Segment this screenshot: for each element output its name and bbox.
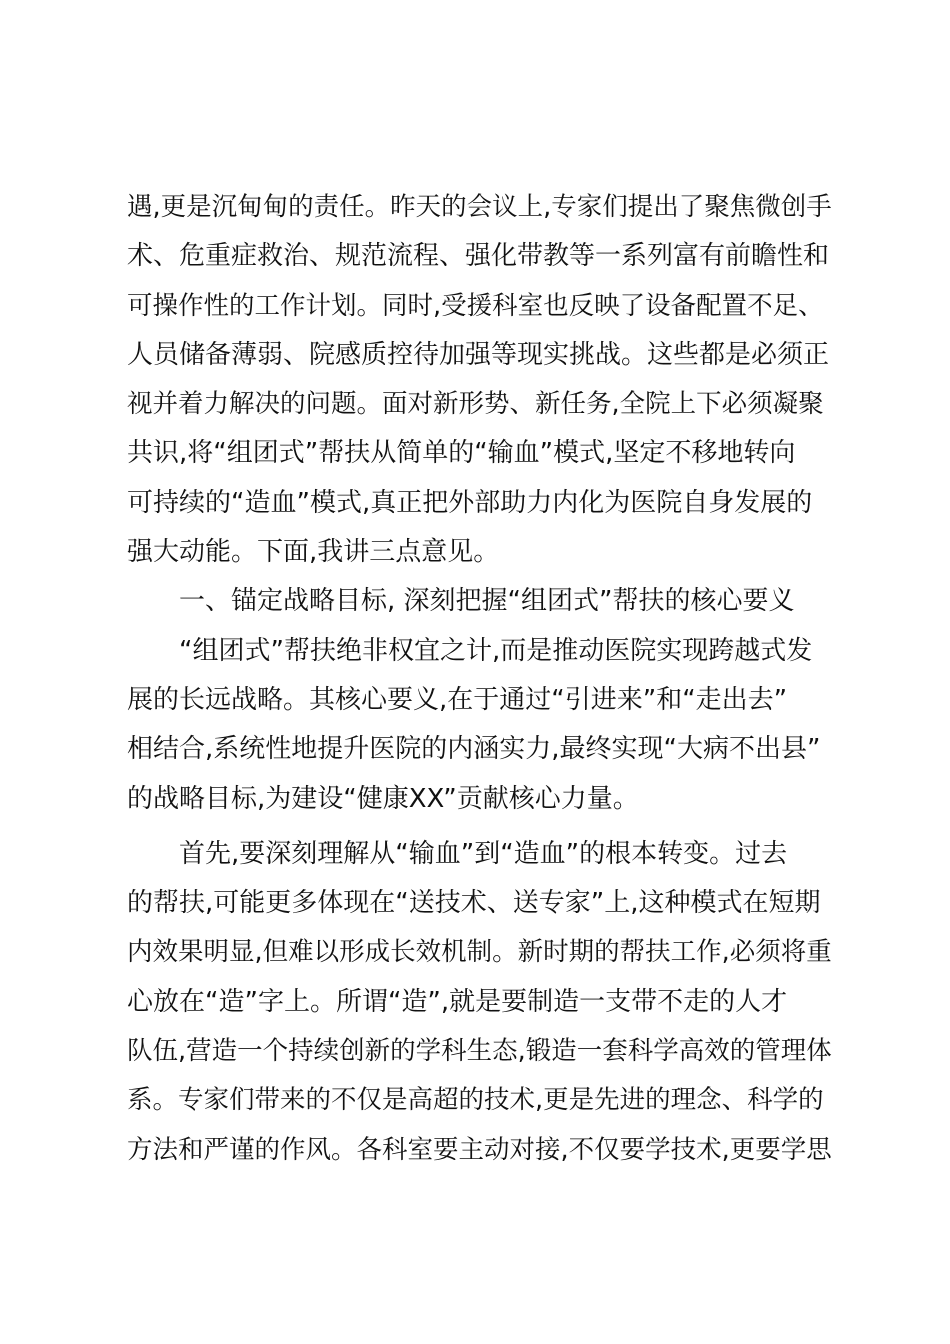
- text-line: 的战略目标,为建设“健康XX”贡献核心力量。: [127, 783, 639, 814]
- text-line: 共识,将“组团式”帮扶从简单的“输血”模式,坚定不移地转向: [127, 438, 796, 469]
- text-line: 的帮扶,可能更多体现在“送技术、送专家”上,这种模式在短期: [127, 888, 821, 919]
- text-line: 视并着力解决的问题。面对新形势、新任务,全院上下必须凝聚: [127, 389, 824, 420]
- text-line: 心放在“造”字上。所谓“造”,就是要制造一支带不走的人才: [127, 986, 788, 1017]
- text-line: 可操作性的工作计划。同时,受援科室也反映了设备配置不足、: [127, 290, 824, 321]
- text-line: 系。专家们带来的不仅是高超的技术,更是先进的理念、科学的: [127, 1085, 824, 1116]
- text-line: 队伍,营造一个持续创新的学科生态,锻造一套科学高效的管理体: [127, 1036, 832, 1067]
- text-line: 相结合,系统性地提升医院的内涵实力,最终实现“大病不出县”: [127, 734, 821, 765]
- text-line: 方法和严谨的作风。各科室要主动对接,不仅要学技术,更要学思: [127, 1134, 832, 1165]
- text-line: 人员储备薄弱、院感质控待加强等现实挑战。这些都是必须正: [127, 339, 830, 370]
- text-line: 可持续的“造血”模式,真正把外部助力内化为医院自身发展的: [127, 487, 813, 518]
- text-line: 首先,要深刻理解从“输血”到“造血”的根本转变。过去: [179, 838, 788, 869]
- text-line: “组团式”帮扶绝非权宜之计,而是推动医院实现跨越式发: [179, 635, 813, 666]
- text-line: 遇,更是沉甸甸的责任。昨天的会议上,专家们提出了聚焦微创手: [127, 192, 832, 222]
- text-line: 强大动能。下面,我讲三点意见。: [127, 537, 500, 568]
- text-line: 展的长远战略。其核心要义,在于通过“引进来”和“走出去”: [127, 684, 788, 715]
- text-line: 内效果明显,但难以形成长效机制。新时期的帮扶工作,必须将重: [127, 937, 832, 968]
- text-line: 术、危重症救治、规范流程、强化带教等一系列富有前瞻性和: [127, 241, 830, 272]
- body-text: [127, 183, 833, 1175]
- section-heading: 一、锚定战略目标, 深刻把握“组团式”帮扶的核心要义: [179, 586, 795, 617]
